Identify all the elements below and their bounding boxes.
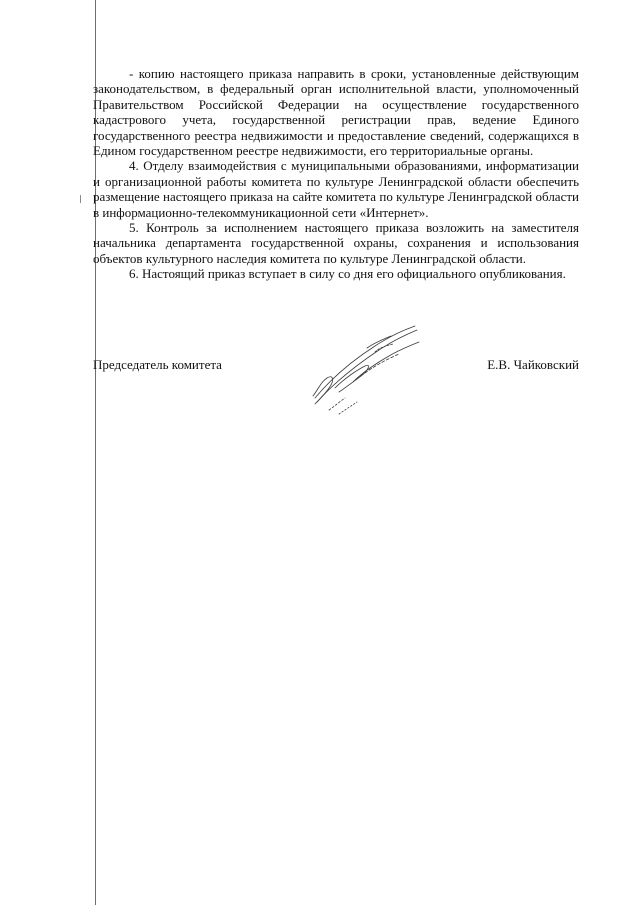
handwritten-signature: [305, 318, 425, 418]
document-body: [93, 66, 579, 282]
signatory-name: Е.В. Чайковский: [487, 357, 579, 372]
paragraph-item-5: 5. Контроль за исполнением настоящего приказа возложить на заместителя начальника департамента государственной охраны, сохранения и использования объектов культурного наследия комитета по культуре Ленинградской области.: [93, 220, 579, 266]
signatory-title: Председатель комитета: [93, 357, 222, 372]
paragraph-item-4: 4. Отделу взаимодействия с муниципальными образованиями, информатизации и организационной работы комитета по культуре Ленинградской области обеспечить размещение настоящего приказа на сайте комитета по культуре Ленинградской области в информационно-телекоммуникационной сети «Интернет».: [93, 158, 579, 220]
paragraph-item-6: 6. Настоящий приказ вступает в силу со дня его официального опубликования.: [129, 266, 566, 282]
scan-artifact-mark: [80, 195, 81, 203]
paragraph-copy-directive: - копию настоящего приказа направить в сроки, установленные действующим законодательством, в федеральный орган исполнительной власти, уполномоченный Правительством Российской Федерации на осуществление государственного кадастрового учета, государственной регистрации прав, ведение Единого государственного реестра недвижимости и предоставление сведений, содержащихся в Едином государственном реестре недвижимости, его территориальные органы.: [93, 66, 579, 159]
